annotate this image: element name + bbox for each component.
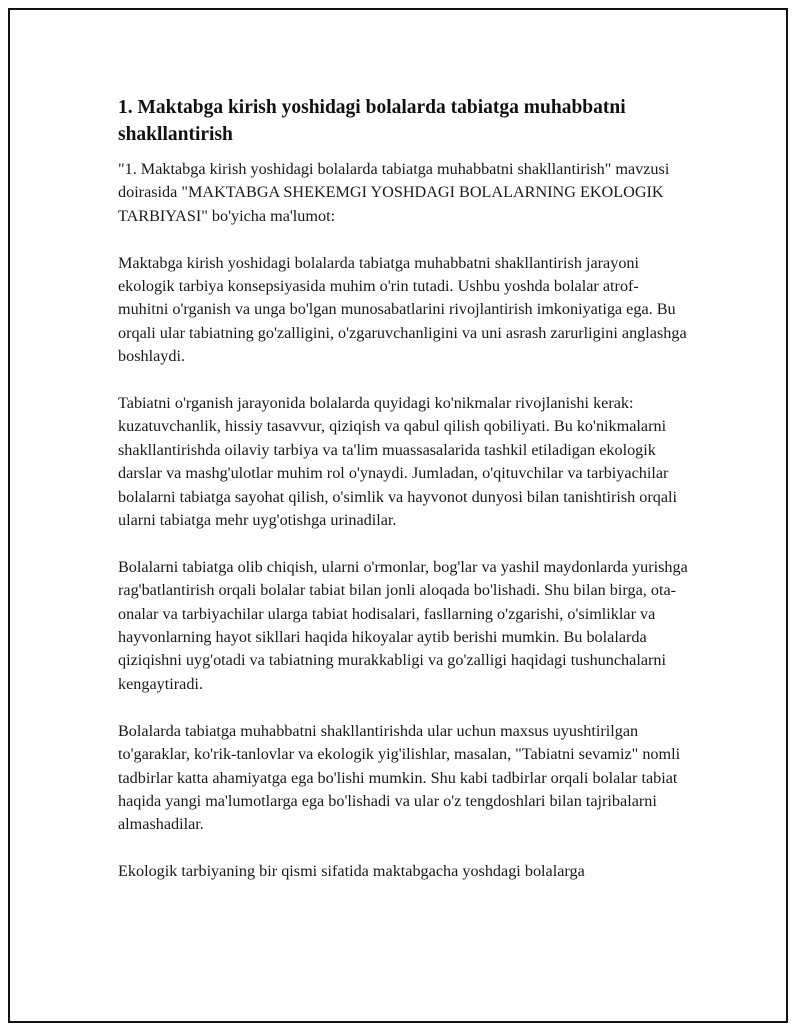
paragraph-continuation: Ekologik tarbiyaning bir qismi sifatida maktabgacha yoshdagi bolalarga	[118, 862, 585, 881]
intro-paragraph: "1. Maktabga kirish yoshidagi bolalarda tabiatga muhabbatni shakllantirish" mavzusi doirasida "MAKTABGA SHEKEMGI YOSHDAGI BOLALARNING EKOLOGIK TARBIYASI" bo'yicha ma'lumot:	[118, 160, 670, 225]
paragraph-ecological-concept: Maktabga kirish yoshidagi bolalarda tabiatga muhabbatni shakllantirish jarayoni ekologik tarbiya konsepsiyasida muhim o'rin tutadi. Ushbu yoshda bolalar atrof-muhitni o'rganish va unga bo'lgan munosabatlarini rivojlantirish imkoniyatiga ega. Bu orqali ular tabiatning go'zalligini, o'zgaruvchanligini va uni asrash zarurligini anglashga boshlaydi.	[118, 253, 687, 366]
document-body	[118, 94, 688, 907]
paragraph-skills: Tabiatni o'rganish jarayonida bolalarda quyidagi ko'nikmalar rivojlanishi kerak: kuzatuvchanlik, hissiy tasavvur, qiziqish va qabul qilish qobiliyati. Bu ko'nikmalarni shakllantirishda oilaviy tarbiya va ta'lim muassasalarida tashkil etiladigan ekologik darslar va mashg'ulotlar muhim rol o'ynaydi. Jumladan, o'qituvchilar va tarbiyachilar bolalarni tabiatga sayohat qilish, o'simlik va hayvonot dunyosi bilan tanishtirish orqali ularni tabiatga mehr uyg'otishga urinadilar.	[118, 394, 678, 530]
section-heading: 1. Maktabga kirish yoshidagi bolalarda tabiatga muhabbatni shakllantirish	[118, 97, 626, 145]
paragraph-nature-outings: Bolalarni tabiatga olib chiqish, ularni o'rmonlar, bog'lar va yashil maydonlarda yurishga rag'batlantirish orqali bolalar tabiat bilan jonli aloqada bo'lishadi. Shu bilan birga, ota-onalar va tarbiyachilar ularga tabiat hodisalari, fasllarning o'zgarishi, o'simliklar va hayvonlarning hayot sikllari haqida hikoyalar aytib berishi mumkin. Bu bolalarda qiziqishni uyg'otadi va tabiatning murakkabligi va go'zalligi haqidagi tushunchalarni kengaytiradi.	[118, 557, 688, 693]
paragraph-events: Bolalarda tabiatga muhabbatni shakllantirishda ular uchun maxsus uyushtirilgan to'garaklar, ko'rik-tanlovlar va ekologik yig'ilishlar, masalan, "Tabiatni sevamiz" nomli tadbirlar katta ahamiyatga ega bo'lishi mumkin. Shu kabi tadbirlar orqali bolalar tabiat haqida yangi ma'lumotlarga ega bo'lishadi va ular o'z tengdoshlari bilan tajribalarni almashadilar.	[118, 721, 681, 834]
